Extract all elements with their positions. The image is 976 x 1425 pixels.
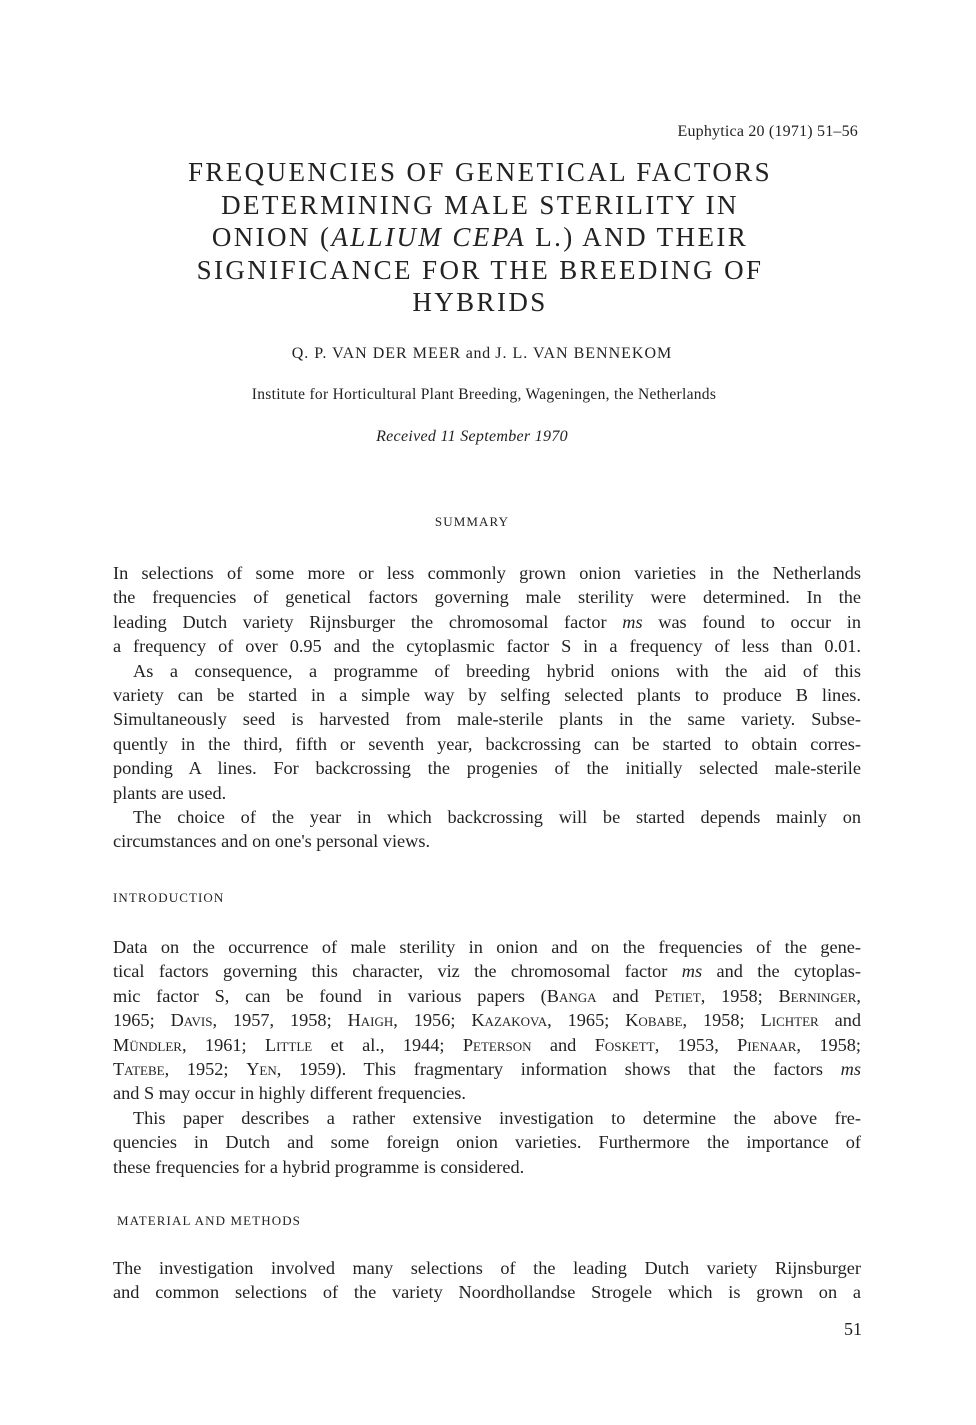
summary-heading: SUMMARY	[434, 514, 510, 529]
affiliation: Institute for Horticultural Plant Breeding, Wageningen, the Netherlands	[251, 386, 717, 403]
intro-l4-c: , 1956;	[393, 1010, 472, 1031]
authors	[0, 345, 964, 363]
summary-line: the frequencies of genetical factors governing male sterility were determined. In the	[113, 587, 861, 608]
summary-text	[113, 561, 861, 854]
summary-line-3-a: leading Dutch variety Rijnsburger the chromosomal factor	[113, 611, 623, 632]
citation-lichter: Lichter	[760, 1010, 819, 1031]
paper-title	[150, 156, 810, 319]
intro-line: This paper describes a rather extensive investigation to determine the above fre-	[133, 1107, 861, 1128]
citation-davis: Davis	[170, 1010, 213, 1031]
received-date: Received 11 September 1970	[376, 428, 568, 445]
citation-pienaar: Pienaar	[737, 1034, 797, 1055]
intro-l4-d: , 1965;	[547, 1010, 626, 1031]
intro-line	[113, 1057, 861, 1081]
intro-l5-c: , 1953,	[654, 1034, 738, 1055]
intro-l5-d: , 1958;	[796, 1034, 862, 1055]
citation-and: and	[549, 1034, 577, 1055]
intro-line: quencies in Dutch and some foreign onion varieties. Furthermore the importance of	[113, 1132, 861, 1153]
species-name: ALLIUM CEPA	[331, 222, 527, 252]
intro-line: Data on the occurrence of male sterility in onion and on the frequencies of the gene-	[113, 937, 861, 957]
citation-yen: Yen	[246, 1059, 277, 1080]
citation-petiet: Petiet	[654, 985, 701, 1006]
intro-l5-a: , 1961;	[181, 1034, 265, 1055]
ms-factor: ms	[681, 961, 703, 982]
title-line-2: DETERMINING MALE STERILITY IN	[221, 189, 739, 220]
summary-line: quently in the third, fifth or seventh year, backcrossing can be started to obtain corres-	[113, 733, 861, 754]
ms-factor: ms	[622, 611, 643, 632]
author-2: J. L. VAN BENNEKOM	[495, 345, 673, 362]
citation-tatebe: Tatebe	[113, 1059, 165, 1080]
title-line-4: SIGNIFICANCE FOR THE BREEDING OF	[196, 254, 764, 285]
title-line-1: FREQUENCIES OF GENETICAL FACTORS	[187, 157, 773, 187]
summary-line: variety can be started in a simple way by selfing selected plants to produce B lines.	[113, 685, 861, 706]
title-line-3-post: L.) AND THEIR	[526, 222, 749, 252]
page-number: 51	[844, 1319, 862, 1339]
intro-line	[113, 959, 861, 983]
summary-line	[113, 610, 861, 634]
summary-line: plants are used.	[113, 782, 227, 803]
intro-l5-b: et al., 1944;	[312, 1034, 463, 1055]
citation-mundler: Mündler	[113, 1034, 182, 1055]
intro-line: mic factor S, can be found in various papers (Banga and Petiet, 1958; Berninger,	[113, 985, 861, 1006]
citation-banga: Banga	[546, 985, 597, 1006]
citation-foskett: Foskett	[594, 1034, 655, 1055]
intro-l3-a: mic factor S, can be found in various papers (	[113, 985, 547, 1006]
introduction-heading: INTRODUCTION	[113, 890, 225, 905]
summary-line-3-b: was found to occur in	[642, 611, 861, 632]
citation-haigh: Haigh	[347, 1010, 394, 1031]
methods-line: and common selections of the variety Noordhollandse Strogele which is grown on a	[113, 1282, 861, 1303]
methods-text	[113, 1256, 861, 1305]
journal-reference: Euphytica 20 (1971) 51–56	[677, 123, 858, 140]
intro-l2-b: and the cytoplas-	[702, 961, 861, 982]
summary-line: Simultaneously seed is harvested from male-sterile plants in the same variety. Subse-	[113, 709, 861, 730]
summary-line: The choice of the year in which backcrossing will be started depends mainly on	[133, 807, 861, 828]
intro-line: these frequencies for a hybrid programme is considered.	[113, 1156, 525, 1177]
citation-kobabe: Kobabe	[625, 1010, 683, 1031]
intro-l4-e: , 1958;	[682, 1010, 761, 1031]
authors-conjunction: and	[465, 345, 491, 362]
citation-and: and	[834, 1010, 862, 1031]
citation-peterson: Peterson	[462, 1034, 532, 1055]
summary-line: a frequency of over 0.95 and the cytoplasmic factor S in a frequency of less than 0.01.	[113, 636, 861, 657]
intro-l6-b: , 1959). This fragmentary information shows that the factors	[276, 1059, 841, 1080]
title-line-3-pre: ONION (	[211, 222, 332, 252]
intro-l6-a: , 1952;	[164, 1059, 247, 1080]
intro-line	[113, 1008, 861, 1032]
summary-line: As a consequence, a programme of breeding hybrid onions with the aid of this	[133, 660, 861, 681]
citation-kazakova: Kazakova	[471, 1010, 548, 1031]
title-line-5: HYBRIDS	[412, 287, 548, 317]
summary-line: ponding A lines. For backcrossing the progenies of the initially selected male-sterile	[113, 758, 861, 779]
author-1: Q. P. VAN DER MEER	[291, 345, 462, 362]
intro-line: and S may occur in highly different frequencies.	[113, 1083, 466, 1104]
intro-l3-b: , 1958;	[700, 985, 779, 1006]
intro-l2-a: tical factors governing this character, viz the chromosomal factor	[113, 961, 682, 982]
summary-line: circumstances and on one's personal views.	[113, 831, 431, 852]
methods-line: The investigation involved many selections of the leading Dutch variety Rijnsburger	[113, 1258, 861, 1278]
intro-l4-a: 1965;	[113, 1010, 171, 1031]
summary-line: In selections of some more or less commonly grown onion varieties in the Netherlands	[113, 563, 861, 583]
introduction-text	[113, 935, 861, 1179]
ms-factor: ms	[840, 1059, 861, 1080]
citation-and: and	[612, 985, 639, 1006]
methods-heading: MATERIAL AND METHODS	[117, 1213, 302, 1228]
intro-l4-b: , 1957, 1958;	[212, 1010, 348, 1031]
intro-line	[113, 1033, 861, 1057]
citation-berninger: Berninger	[778, 985, 857, 1006]
title-line-3	[212, 222, 748, 252]
citation-little: Little	[264, 1034, 313, 1055]
